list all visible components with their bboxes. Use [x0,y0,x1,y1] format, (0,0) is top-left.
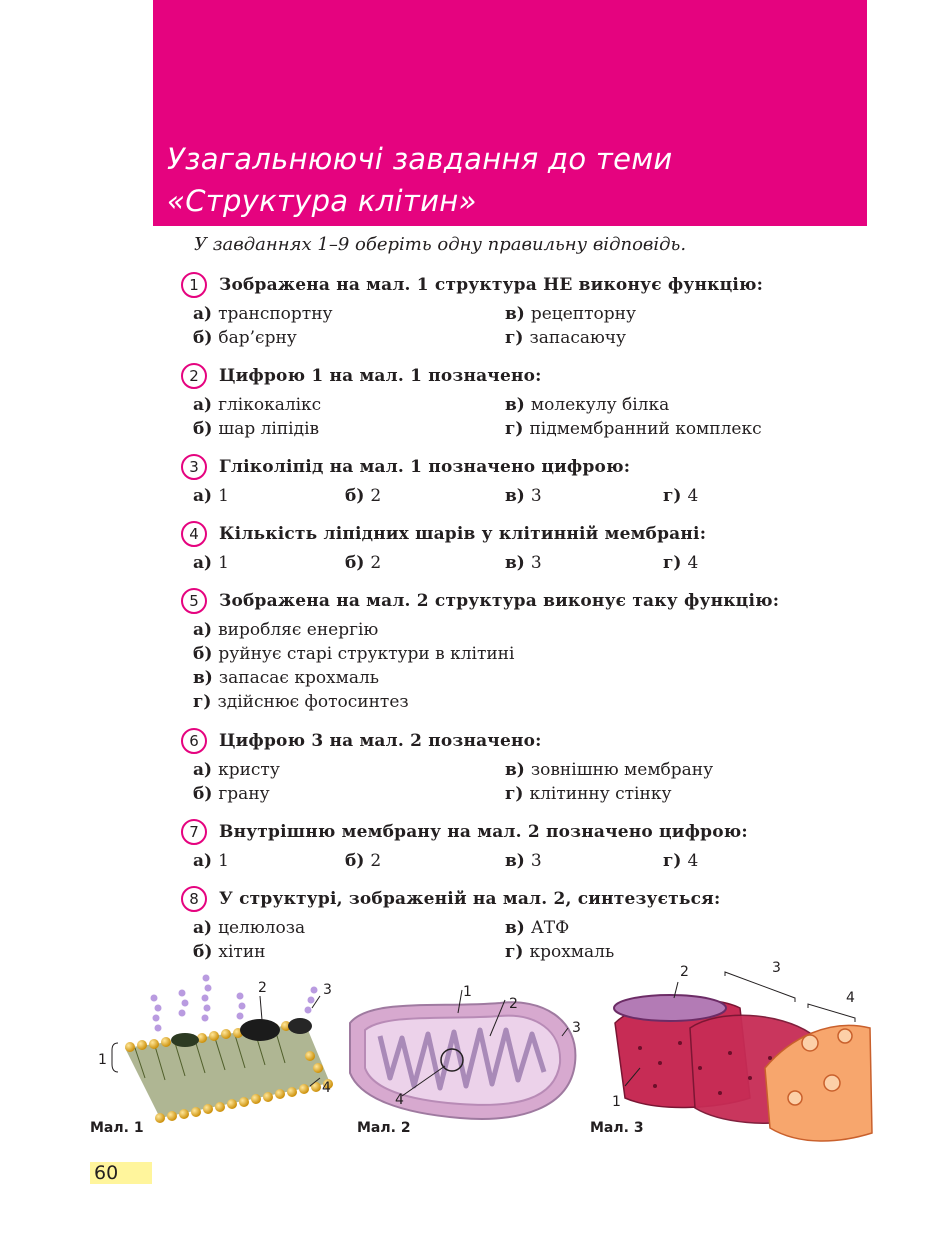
question-text: Цифрою 3 на мал. 2 позначено: [219,731,542,751]
figure-1-marker-4: 4 [322,1080,331,1096]
question-text: Кількість ліпідних шарів у клітинній мембрані: [219,524,707,544]
option-c: в) 3 [505,486,542,506]
option-b: б) бар’єрну [193,328,297,348]
option-b: б) 2 [345,486,382,506]
figure-2-marker-4: 4 [395,1092,404,1108]
question-number-badge: 4 [181,521,207,547]
figure-3-marker-3: 3 [772,960,781,976]
section-header [153,0,867,226]
question-2 [181,361,841,441]
option-c: в) рецепторну [505,304,636,324]
figure-2-caption: Мал. 2 [357,1120,411,1136]
option-a: а) 1 [193,553,229,573]
question-6 [181,726,841,806]
option-b: б) хітин [193,942,266,962]
question-text: Цифрою 1 на мал. 1 позначено: [219,366,542,386]
figure-2-marker-2: 2 [509,996,518,1012]
option-b: б) 2 [345,553,382,573]
option-d: г) 4 [663,486,699,506]
section-title-line-2: «Структура клітин» [167,184,477,218]
question-text: Внутрішню мембрану на мал. 2 позначено цифрою: [219,822,748,842]
section-title-line-1: Узагальнюючі завдання до теми [167,142,673,176]
question-5 [181,586,841,716]
question-number-badge: 6 [181,728,207,754]
option-d: г) 4 [663,553,699,573]
option-a: а) кристу [193,760,280,780]
figures-row [90,960,880,1158]
question-text: Зображена на мал. 1 структура НЕ виконує функцію: [219,275,764,295]
figure-2-marker-3: 3 [572,1020,581,1036]
option-b: б) руйнує старі структури в клітині [193,644,515,664]
figure-3-caption: Мал. 3 [590,1120,644,1136]
option-c: в) 3 [505,851,542,871]
option-c: в) АТФ [505,918,570,938]
option-a: а) 1 [193,486,229,506]
option-a: а) целюлоза [193,918,306,938]
figure-1-marker-2: 2 [258,980,267,996]
option-d: г) підмембранний комплекс [505,419,762,439]
question-7 [181,817,841,875]
question-8 [181,884,841,964]
option-d: г) крохмаль [505,942,615,962]
question-number-badge: 1 [181,272,207,298]
figure-3-marker-4: 4 [846,990,855,1006]
question-text: Гліколіпід на мал. 1 позначено цифрою: [219,457,631,477]
option-c: в) зовнішню мембрану [505,760,714,780]
figure-1-marker-3: 3 [323,982,332,998]
option-d: г) здійснює фотосинтез [193,692,409,712]
page-number: 60 [90,1162,152,1184]
question-number-badge: 2 [181,363,207,389]
figure-3-marker-2: 2 [680,964,689,980]
question-1 [181,270,841,350]
option-a: а) транспортну [193,304,333,324]
option-a: а) виробляє енергію [193,620,379,640]
option-a: а) глікокалікс [193,395,322,415]
option-b: б) грану [193,784,270,804]
question-number-badge: 8 [181,886,207,912]
question-number-badge: 5 [181,588,207,614]
figure-2-marker-1: 1 [463,984,472,1000]
option-b: б) шар ліпідів [193,419,320,439]
option-c: в) 3 [505,553,542,573]
question-text: У структурі, зображеній на мал. 2, синтезується: [219,889,721,909]
option-d: г) клітинну стінку [505,784,672,804]
question-4 [181,519,841,577]
option-b: б) 2 [345,851,382,871]
figure-1-caption: Мал. 1 [90,1120,144,1136]
question-3 [181,452,841,510]
question-number-badge: 7 [181,819,207,845]
figure-1-marker-1: 1 [98,1052,107,1068]
option-d: г) 4 [663,851,699,871]
option-c: в) молекулу білка [505,395,670,415]
figure-3-marker-1: 1 [612,1094,621,1110]
question-number-badge: 3 [181,454,207,480]
option-d: г) запасаючу [505,328,627,348]
section-title [167,138,857,222]
instruction-text: У завданнях 1–9 оберіть одну правильну відповідь. [194,234,687,255]
question-text: Зображена на мал. 2 структура виконує таку функцію: [219,591,780,611]
option-c: в) запасає крохмаль [193,668,380,688]
option-a: а) 1 [193,851,229,871]
